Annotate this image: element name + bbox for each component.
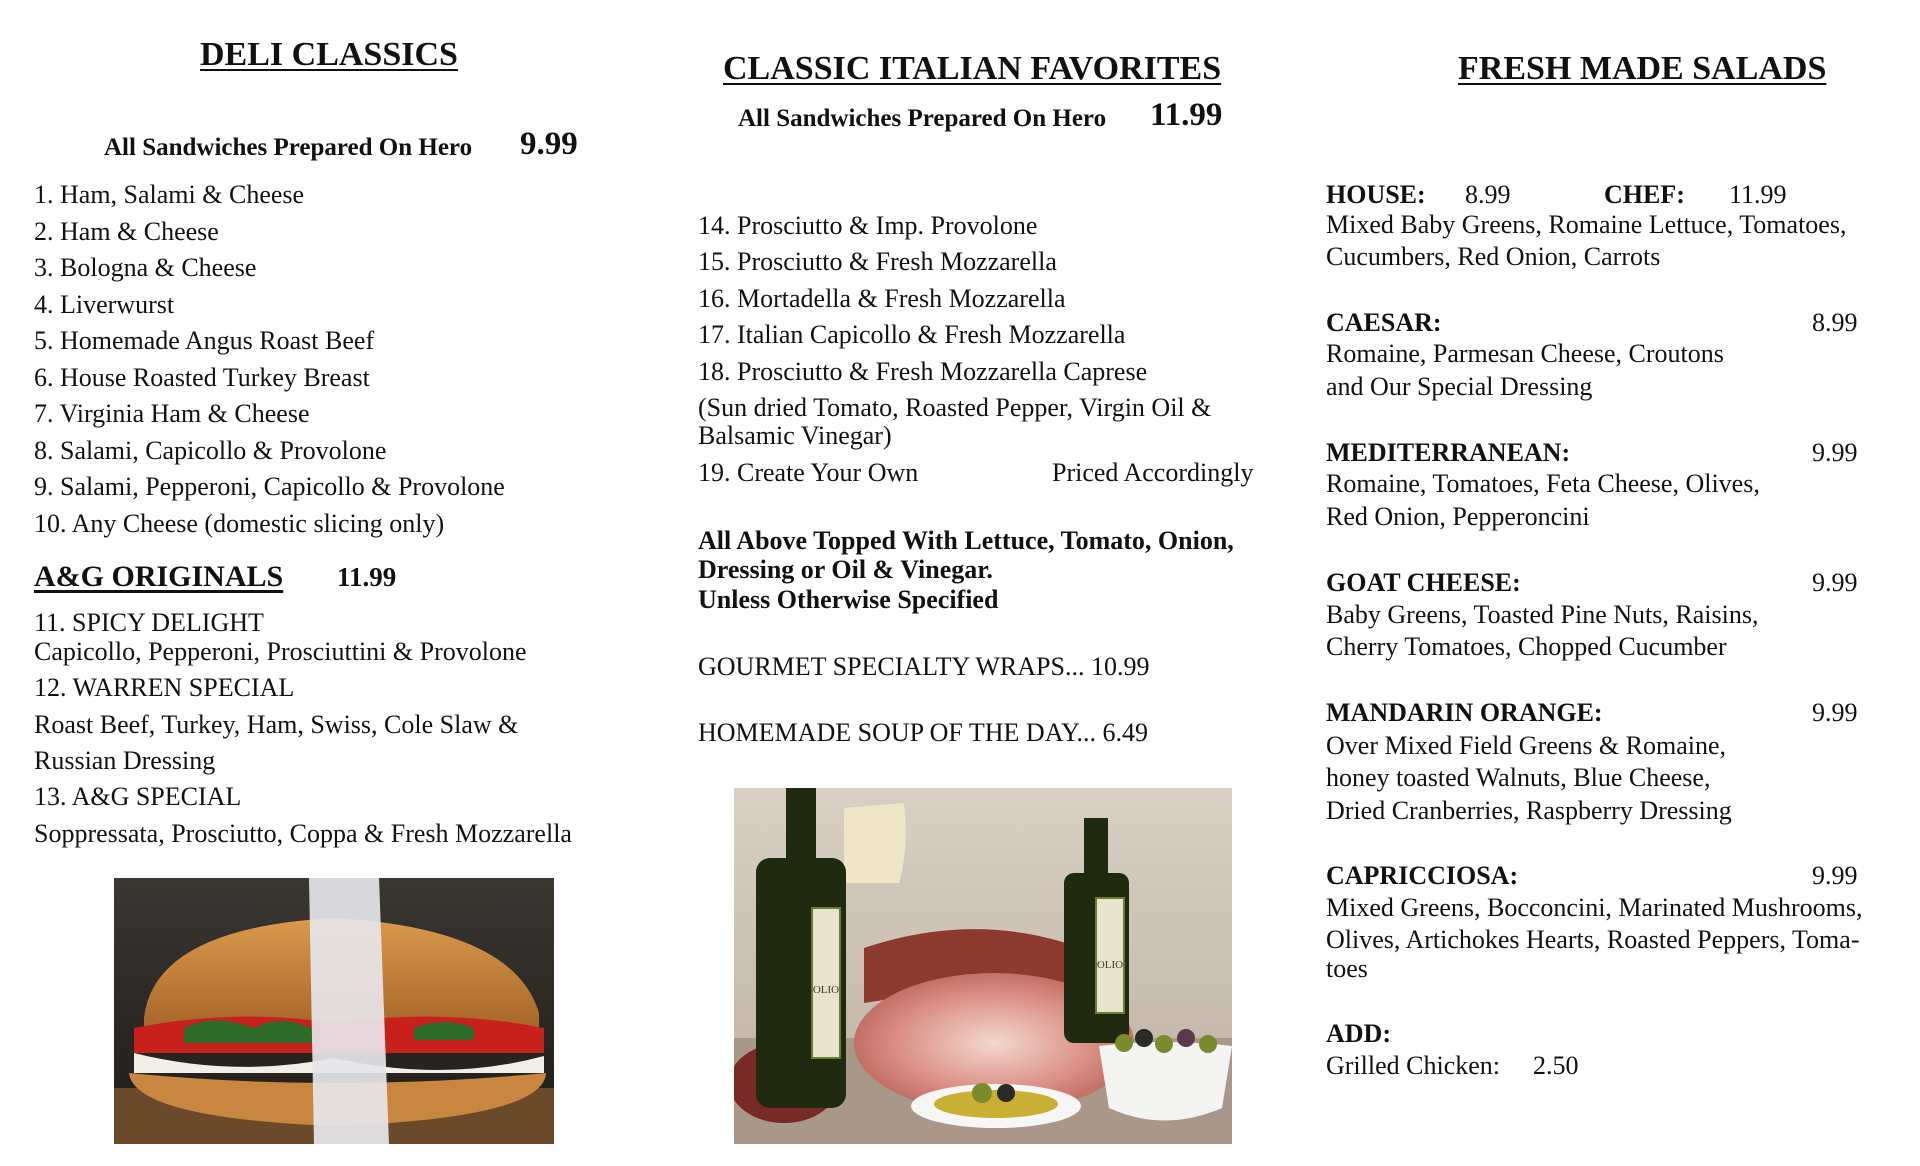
salad-mediterranean-price: 9.99 — [1812, 438, 1858, 467]
salad-add-label: ADD: — [1326, 1019, 1391, 1048]
bottle-left-label: OLIO — [812, 984, 840, 996]
salad-house-desc-1: Mixed Baby Greens, Romaine Lettuce, Tomatoes, — [1326, 210, 1847, 239]
italian-products-illustration — [734, 788, 1232, 1144]
ag-originals-price: 11.99 — [337, 562, 397, 592]
italian-products-photo — [734, 788, 1232, 1144]
salad-caesar-desc-1: Romaine, Parmesan Cheese, Croutons — [1326, 339, 1724, 368]
ag-item-12-desc-1: Roast Beef, Turkey, Ham, Swiss, Cole Slaw & — [34, 710, 519, 739]
salad-capricciosa-desc-2: Olives, Artichokes Hearts, Roasted Peppers, Toma- — [1326, 925, 1860, 954]
bottle-right-label: OLIO — [1096, 959, 1124, 971]
soup-of-the-day: HOMEMADE SOUP OF THE DAY... 6.49 — [698, 718, 1149, 747]
italian-item-18: 18. Prosciutto & Fresh Mozzarella Caprese — [698, 357, 1148, 386]
salad-capricciosa-name: CAPRICCIOSA: — [1326, 861, 1519, 890]
salad-add-item: Grilled Chicken: — [1326, 1051, 1501, 1080]
italian-item-19: 19. Create Your Own — [698, 458, 919, 487]
ag-item-13-name: 13. A&G SPECIAL — [34, 782, 242, 811]
salad-mandarin-desc-1: Over Mixed Field Greens & Romaine, — [1326, 731, 1727, 760]
sandwich-photo — [114, 878, 554, 1144]
deli-item-2: 2. Ham & Cheese — [34, 217, 219, 246]
deli-item-1: 1. Ham, Salami & Cheese — [34, 180, 305, 209]
ag-item-11-desc: Capicollo, Pepperoni, Prosciuttini & Provolone — [34, 637, 527, 666]
italian-item-17: 17. Italian Capicollo & Fresh Mozzarella — [698, 320, 1126, 349]
deli-item-8: 8. Salami, Capicollo & Provolone — [34, 436, 387, 465]
deli-item-6: 6. House Roasted Turkey Breast — [34, 363, 370, 392]
salad-mediterranean-desc-2: Red Onion, Pepperoncini — [1326, 502, 1590, 531]
salad-caesar-name: CAESAR: — [1326, 308, 1442, 337]
topping-note-3: Unless Otherwise Specified — [698, 585, 999, 614]
italian-item-14: 14. Prosciutto & Imp. Provolone — [698, 211, 1038, 240]
salad-mandarin-desc-2: honey toasted Walnuts, Blue Cheese, — [1326, 763, 1711, 792]
deli-item-4: 4. Liverwurst — [34, 290, 175, 319]
italian-item-19-price: Priced Accordingly — [1052, 458, 1254, 487]
salad-capricciosa-desc-1: Mixed Greens, Bocconcini, Marinated Mushrooms, — [1326, 893, 1863, 922]
italian-favorites-title: CLASSIC ITALIAN FAVORITES — [723, 50, 1222, 87]
italian-favorites-price: 11.99 — [1150, 97, 1223, 133]
salad-house-price: 8.99 — [1465, 180, 1511, 209]
italian-item-16: 16. Mortadella & Fresh Mozzarella — [698, 284, 1066, 313]
caprese-note-1: (Sun dried Tomato, Roasted Pepper, Virgin Oil & — [698, 393, 1212, 422]
salad-add-price: 2.50 — [1533, 1051, 1579, 1080]
salad-house-name: HOUSE: — [1326, 180, 1426, 209]
salad-chef-name: CHEF: — [1604, 180, 1685, 209]
deli-classics-price: 9.99 — [520, 126, 578, 162]
ag-item-12-name: 12. WARREN SPECIAL — [34, 673, 295, 702]
salad-mandarin-name: MANDARIN ORANGE: — [1326, 698, 1603, 727]
salad-goat-cheese-price: 9.99 — [1812, 568, 1858, 597]
salad-house-desc-2: Cucumbers, Red Onion, Carrots — [1326, 242, 1661, 271]
ag-originals-title: A&G ORIGINALS — [34, 560, 284, 593]
deli-item-3: 3. Bologna & Cheese — [34, 253, 257, 282]
sandwich-illustration — [114, 878, 554, 1144]
deli-item-5: 5. Homemade Angus Roast Beef — [34, 326, 375, 355]
salads-title: FRESH MADE SALADS — [1458, 50, 1827, 87]
deli-item-10: 10. Any Cheese (domestic slicing only) — [34, 509, 445, 538]
ag-item-11-name: 11. SPICY DELIGHT — [34, 608, 264, 637]
salad-caesar-price: 8.99 — [1812, 308, 1858, 337]
topping-note-1: All Above Topped With Lettuce, Tomato, Onion, — [698, 526, 1234, 555]
salad-goat-cheese-name: GOAT CHEESE: — [1326, 568, 1521, 597]
salad-mediterranean-name: MEDITERRANEAN: — [1326, 438, 1571, 467]
ag-item-13-desc: Soppressata, Prosciutto, Coppa & Fresh Mozzarella — [34, 819, 572, 848]
gourmet-wraps: GOURMET SPECIALTY WRAPS... 10.99 — [698, 652, 1150, 681]
italian-favorites-subtitle: All Sandwiches Prepared On Hero — [738, 105, 1107, 132]
salad-mediterranean-desc-1: Romaine, Tomatoes, Feta Cheese, Olives, — [1326, 469, 1760, 498]
deli-classics-title: DELI CLASSICS — [200, 36, 458, 73]
deli-classics-subtitle: All Sandwiches Prepared On Hero — [104, 134, 473, 161]
salad-capricciosa-price: 9.99 — [1812, 861, 1858, 890]
salad-mandarin-price: 9.99 — [1812, 698, 1858, 727]
salad-goat-cheese-desc-1: Baby Greens, Toasted Pine Nuts, Raisins, — [1326, 600, 1759, 629]
salad-chef-price: 11.99 — [1729, 180, 1787, 209]
salad-goat-cheese-desc-2: Cherry Tomatoes, Chopped Cucumber — [1326, 632, 1727, 661]
deli-item-9: 9. Salami, Pepperoni, Capicollo & Provolone — [34, 472, 505, 501]
ag-item-12-desc-2: Russian Dressing — [34, 746, 216, 775]
salad-mandarin-desc-3: Dried Cranberries, Raspberry Dressing — [1326, 796, 1732, 825]
salad-caesar-desc-2: and Our Special Dressing — [1326, 372, 1593, 401]
deli-item-7: 7. Virginia Ham & Cheese — [34, 399, 310, 428]
salad-capricciosa-desc-3: toes — [1326, 954, 1368, 983]
caprese-note-2: Balsamic Vinegar) — [698, 421, 892, 450]
italian-item-15: 15. Prosciutto & Fresh Mozzarella — [698, 247, 1057, 276]
topping-note-2: Dressing or Oil & Vinegar. — [698, 555, 993, 584]
